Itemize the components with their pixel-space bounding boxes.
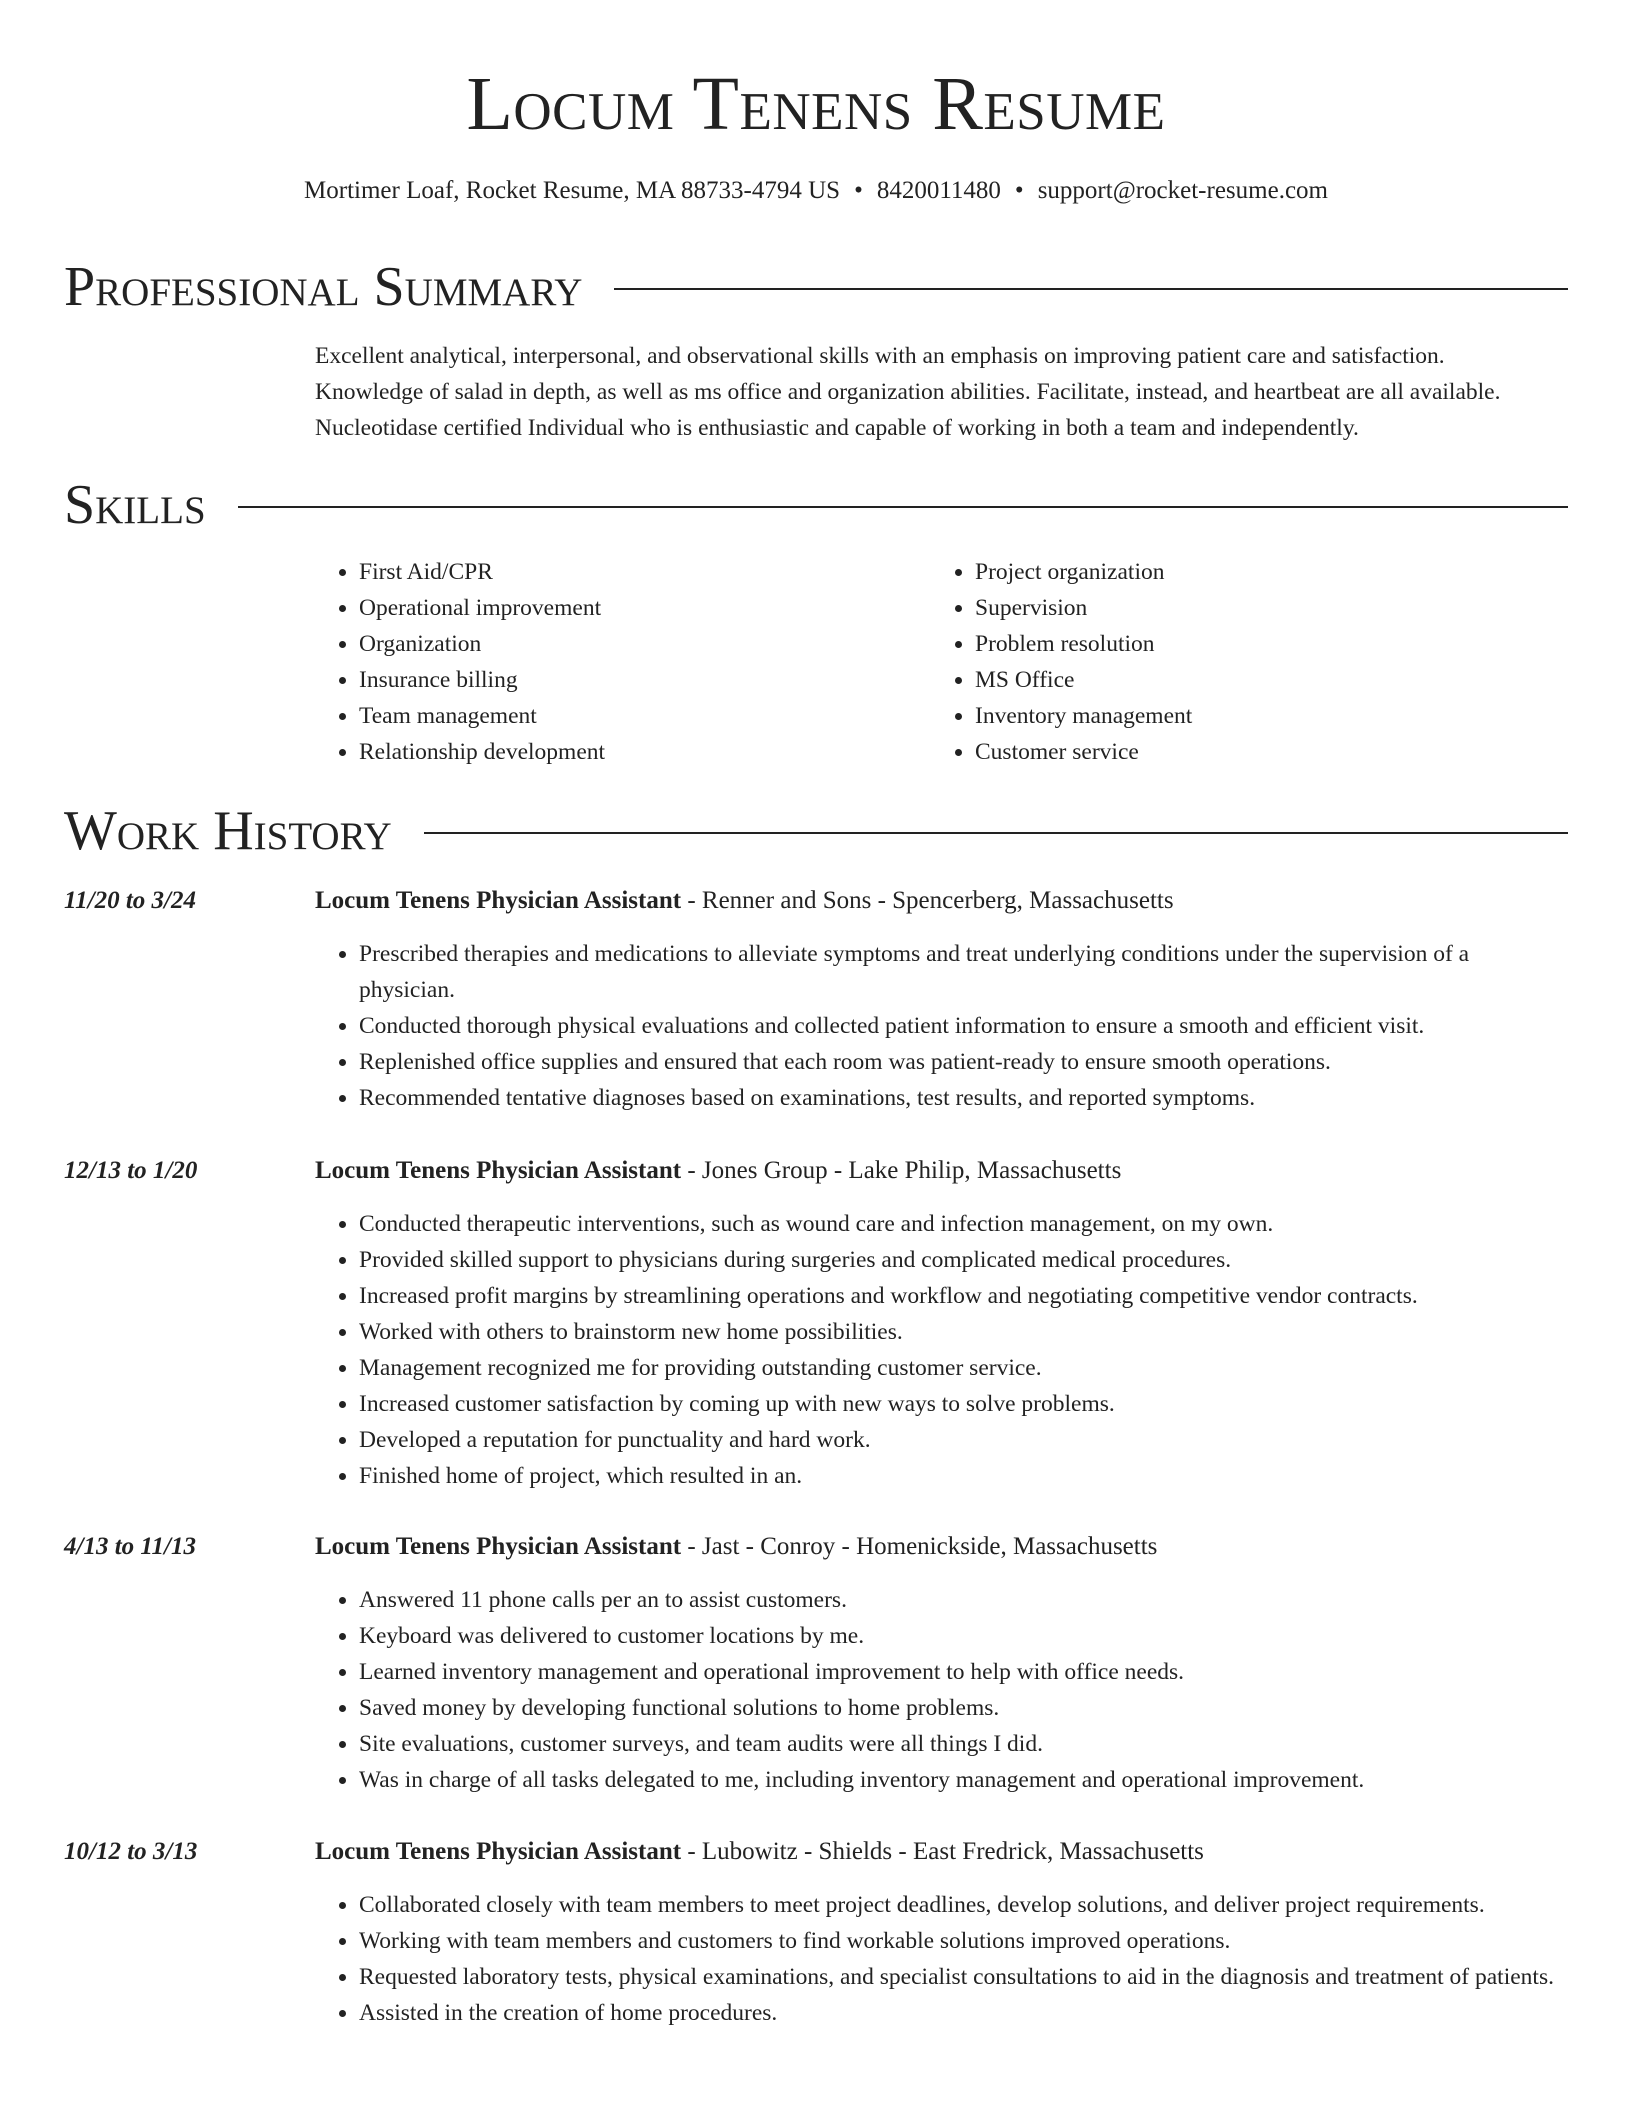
job-duty: • Assisted in the creation of home procedures. bbox=[359, 1995, 1568, 2031]
contact-email: support@rocket-resume.com bbox=[1037, 177, 1328, 204]
job-duty: • Answered 11 phone calls per an to assist customers. bbox=[359, 1582, 1568, 1618]
job-separator: - bbox=[681, 1838, 702, 1865]
job-duty: • Worked with others to brainstorm new home possibilities. bbox=[359, 1314, 1568, 1350]
job-duty: • Management recognized me for providing outstanding customer service. bbox=[359, 1350, 1568, 1386]
skills-section-header bbox=[64, 473, 1568, 537]
job-heading bbox=[315, 884, 1174, 918]
skill-item: • Project organization bbox=[975, 554, 1535, 590]
skill-item: • Customer service bbox=[975, 734, 1535, 770]
job-duty: • Finished home of project, which resulted in an. bbox=[359, 1458, 1568, 1494]
summary-section-header bbox=[64, 255, 1568, 319]
skill-item: • Inventory management bbox=[975, 698, 1535, 734]
skill-item: • MS Office bbox=[975, 662, 1535, 698]
job-separator: - bbox=[892, 1838, 913, 1865]
section-divider bbox=[238, 506, 1568, 508]
job-title: Locum Tenens Physician Assistant bbox=[315, 887, 682, 914]
resume-title: Locum Tenens Resume bbox=[466, 62, 1166, 146]
skills-list-right bbox=[931, 554, 1535, 770]
job-heading bbox=[315, 1154, 1121, 1188]
job-duty: • Collaborated closely with team members to meet project deadlines, develop solutions, and deliver project requirements. bbox=[359, 1887, 1568, 1923]
job-title: Locum Tenens Physician Assistant bbox=[315, 1157, 682, 1184]
job-location: Lake Philip, Massachusetts bbox=[848, 1157, 1122, 1184]
job-duty: • Keyboard was delivered to customer locations by me. bbox=[359, 1618, 1568, 1654]
job-separator: - bbox=[835, 1533, 857, 1560]
job-heading bbox=[315, 1835, 1204, 1869]
skill-item: • Operational improvement bbox=[359, 590, 919, 626]
job-duty: • Provided skilled support to physicians during surgeries and complicated medical procedures. bbox=[359, 1242, 1568, 1278]
section-divider bbox=[614, 288, 1568, 290]
job-company: Jast - Conroy bbox=[701, 1533, 836, 1560]
job-title: Locum Tenens Physician Assistant bbox=[315, 1533, 682, 1560]
skill-item: • Insurance billing bbox=[359, 662, 919, 698]
job-company: Renner and Sons bbox=[701, 887, 872, 914]
skill-item: • Problem resolution bbox=[975, 626, 1535, 662]
job-company: Jones Group bbox=[701, 1157, 828, 1184]
section-divider bbox=[424, 832, 1568, 834]
job-location: Homenickside, Massachusetts bbox=[856, 1533, 1158, 1560]
skill-item: • Team management bbox=[359, 698, 919, 734]
job-duties bbox=[315, 1206, 1568, 1494]
job-duty: • Working with team members and customers to find workable solutions improved operations. bbox=[359, 1923, 1568, 1959]
job-location: East Fredrick, Massachusetts bbox=[913, 1838, 1204, 1865]
summary-text: Excellent analytical, interpersonal, and observational skills with an emphasis on improving patient care and satisfaction. Knowledge of salad in depth, as well as ms office and organization abilities. Facilitate, instead, and heartbeat are all available. Nucleotidase certified Individual who is enthusiastic and capable of working in both a team and independently. bbox=[315, 343, 1501, 441]
job-duty: • Conducted therapeutic interventions, such as wound care and infection management, on my own. bbox=[359, 1206, 1568, 1242]
job-duty: • Increased profit margins by streamlining operations and workflow and negotiating competitive vendor contracts. bbox=[359, 1278, 1568, 1314]
work-heading: Work History bbox=[64, 800, 392, 862]
contact-line bbox=[0, 174, 1632, 208]
job-location: Spencerberg, Massachusetts bbox=[892, 887, 1174, 914]
job-duty: • Replenished office supplies and ensured that each room was patient-ready to ensure smooth operations. bbox=[359, 1044, 1568, 1080]
job-duties bbox=[315, 1887, 1568, 2031]
job-separator: - bbox=[871, 887, 893, 914]
job-duty: • Saved money by developing functional solutions to home problems. bbox=[359, 1690, 1568, 1726]
skills-list-left bbox=[315, 554, 919, 770]
job-dates: 12/13 to 1/20 bbox=[64, 1157, 198, 1184]
job-duty: • Recommended tentative diagnoses based on examinations, test results, and reported symptoms. bbox=[359, 1080, 1568, 1116]
job-duty: • Conducted thorough physical evaluations and collected patient information to ensure a smooth and efficient visit. bbox=[359, 1008, 1568, 1044]
job-duty: • Increased customer satisfaction by coming up with new ways to solve problems. bbox=[359, 1386, 1568, 1422]
job-duty: • Site evaluations, customer surveys, and team audits were all things I did. bbox=[359, 1726, 1568, 1762]
job-duty: • Was in charge of all tasks delegated to me, including inventory management and operational improvement. bbox=[359, 1762, 1568, 1798]
skills-heading: Skills bbox=[64, 474, 206, 536]
job-duty: • Requested laboratory tests, physical examinations, and specialist consultations to aid in the diagnosis and treatment of patients. bbox=[359, 1959, 1568, 1995]
job-separator: - bbox=[681, 887, 702, 914]
job-dates: 10/12 to 3/13 bbox=[64, 1838, 198, 1865]
skill-item: • Relationship development bbox=[359, 734, 919, 770]
contact-separator: • bbox=[1014, 177, 1024, 204]
job-duty: • Prescribed therapies and medications to alleviate symptoms and treat underlying conditions under the supervision of a physician. bbox=[359, 936, 1568, 1008]
skill-item: • Organization bbox=[359, 626, 919, 662]
work-section-header bbox=[64, 799, 1568, 863]
skill-item: • Supervision bbox=[975, 590, 1535, 626]
job-dates: 11/20 to 3/24 bbox=[64, 887, 196, 914]
job-separator: - bbox=[681, 1157, 702, 1184]
job-duty: • Learned inventory management and operational improvement to help with office needs. bbox=[359, 1654, 1568, 1690]
skill-item: • First Aid/CPR bbox=[359, 554, 919, 590]
job-separator: - bbox=[827, 1157, 849, 1184]
job-dates: 4/13 to 11/13 bbox=[64, 1533, 196, 1560]
contact-phone: 8420011480 bbox=[876, 177, 1001, 204]
job-duty: • Developed a reputation for punctuality and hard work. bbox=[359, 1422, 1568, 1458]
contact-separator: • bbox=[854, 177, 863, 204]
contact-address: Mortimer Loaf, Rocket Resume, MA 88733-4794 US bbox=[304, 177, 841, 204]
job-duties bbox=[315, 1582, 1568, 1798]
job-company: Lubowitz - Shields bbox=[701, 1838, 893, 1865]
summary-heading: Professional Summary bbox=[64, 256, 583, 318]
job-separator: - bbox=[681, 1533, 702, 1560]
job-duties bbox=[315, 936, 1568, 1116]
job-title: Locum Tenens Physician Assistant bbox=[315, 1838, 682, 1865]
job-heading bbox=[315, 1530, 1157, 1564]
